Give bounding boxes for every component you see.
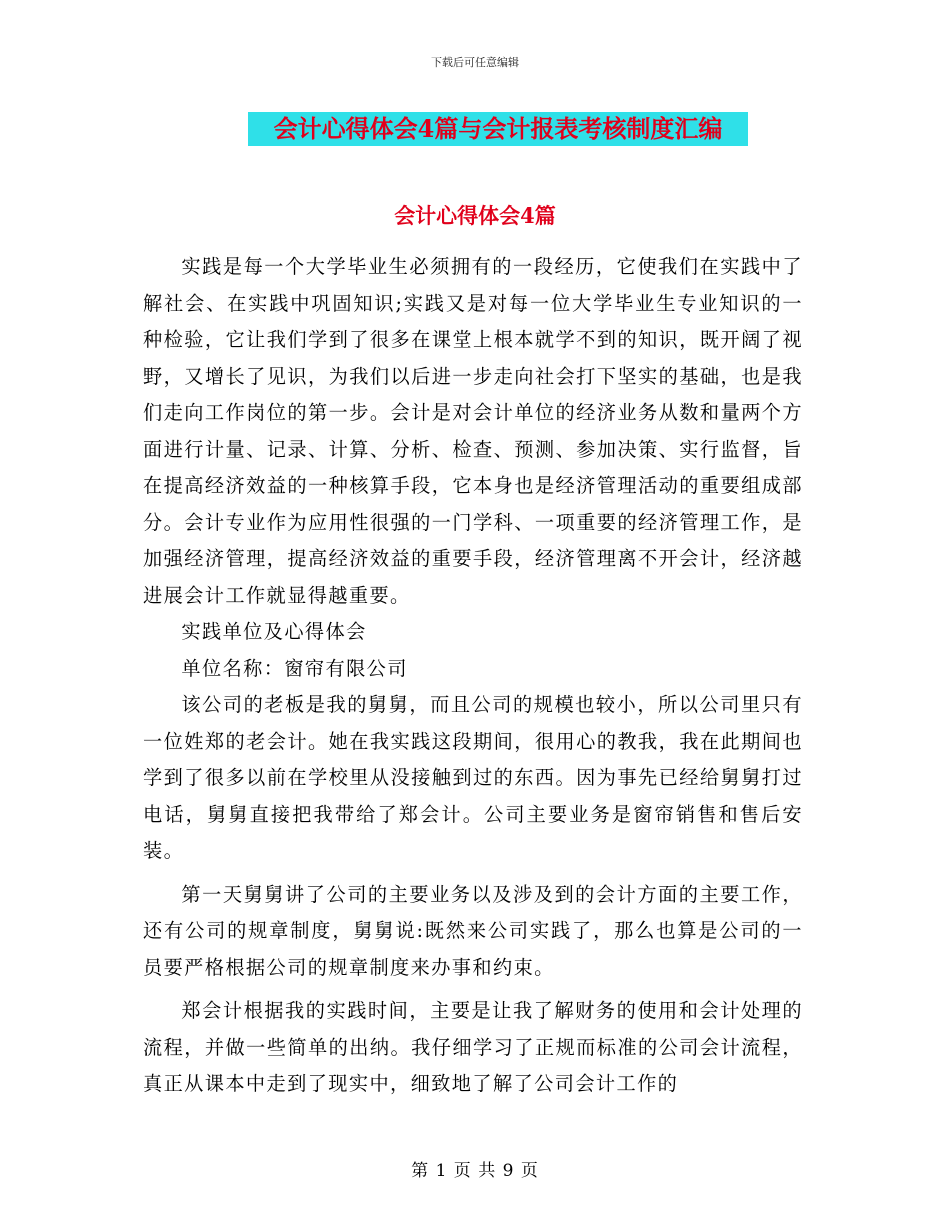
- page-header-note: 下载后可任意编辑: [431, 56, 519, 69]
- section-title: 会计心得体会4篇: [394, 203, 556, 228]
- paragraph-accountant: 郑会计根据我的实践时间，主要是让我了解财务的使用和会计处理的流程，并做一些简单的出纳。我仔细学习了正规而标准的公司会计流程，真正从课本中走到了现实中，细致地了解了公司会计工作的: [143, 999, 803, 1095]
- paragraph-unit-name: 单位名称：窗帘有限公司: [181, 656, 408, 680]
- paragraph-first-day: 第一天舅舅讲了公司的主要业务以及涉及到的会计方面的主要工作，还有公司的规章制度，舅舅说:既然来公司实践了，那么也算是公司的一员要严格根据公司的规章制度来办事和约束。: [143, 882, 803, 979]
- document-title: 会计心得体会4篇与会计报表考核制度汇编: [248, 112, 748, 146]
- paragraph-unit-heading: 实践单位及心得体会: [181, 620, 367, 643]
- paragraph-intro: 实践是每一个大学毕业生必须拥有的一段经历，它使我们在实践中了解社会、在实践中巩固知识;实践又是对每一位大学毕业生专业知识的一种检验，它让我们学到了很多在课堂上根本就学不到的知识，既开阔了视野，又增长了见识，为我们以后进一步走向社会打下坚实的基础，也是我们走向工作岗位的第一步。会计是对会计单位的经济业务从数和量两个方面进行计量、记录、计算、分析、检查、预测、参加决策、实行监督，旨在提高经济效益的一种核算手段，它本身也是经济管理活动的重要组成部分。会计专业作为应用性很强的一门学科、一项重要的经济管理工作，是加强经济管理，提高经济效益的重要手段，经济管理离不开会计，经济越进展会计工作就显得越重要。: [143, 255, 803, 607]
- paragraph-company: 该公司的老板是我的舅舅，而且公司的规模也较小，所以公司里只有一位姓郑的老会计。她在我实践这段期间，很用心的教我，我在此期间也学到了很多以前在学校里从没接触到过的东西。因为事先已经给舅舅打过电话，舅舅直接把我带给了郑会计。公司主要业务是窗帘销售和售后安装。: [143, 693, 803, 862]
- page-number: 第 1 页 共 9 页: [411, 1161, 539, 1181]
- document-body: [143, 249, 803, 1103]
